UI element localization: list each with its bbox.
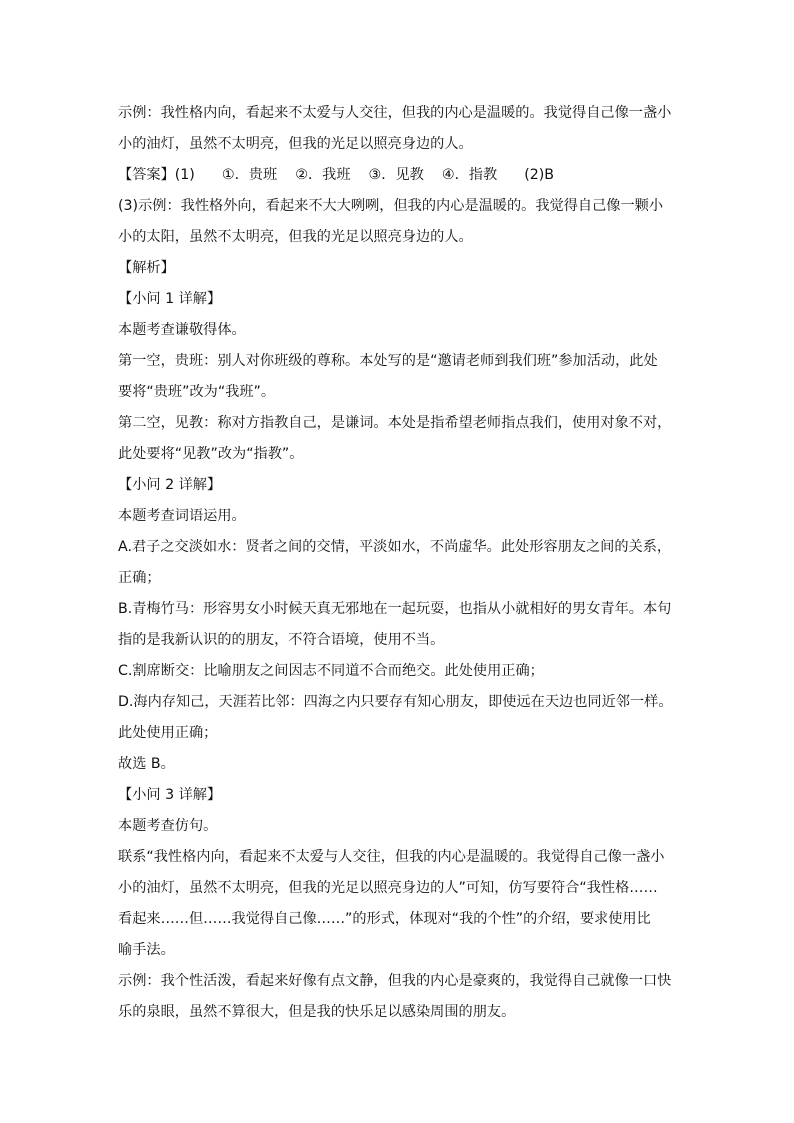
- q2-option-b-line-1: B.青梅竹马：形容男女小时候天真无邪地在一起玩耍，也指从小就相好的男女青年。本句: [118, 601, 672, 617]
- q2-conclusion: 故选 B。: [118, 756, 175, 772]
- analysis-heading: 【解析】: [118, 260, 175, 276]
- q1-blank2-line-2: 此处要将“见教”改为“指教”。: [118, 446, 304, 462]
- q1-heading: 【小问 1 详解】: [118, 291, 222, 307]
- q2-option-d-line-2: 此处使用正确；: [118, 725, 218, 741]
- q3-explain-line-1: 联系“我性格内向，看起来不太爱与人交往，但我的内心是温暖的。我觉得自己像一盏小: [118, 849, 665, 865]
- q1-topic: 本题考查谦敬得体。: [118, 322, 246, 338]
- q2-heading: 【小问 2 详解】: [118, 477, 222, 493]
- q3-heading: 【小问 3 详解】: [118, 787, 222, 803]
- q2-option-a-line-1: A.君子之交淡如水：贤者之间的交情，平淡如水，不尚虚华。此处形容朋友之间的关系，: [118, 539, 672, 555]
- q2-option-d-line-1: D.海内存知己，天涯若比邻：四海之内只要存有知心朋友，即使远在天边也同近邻一样。: [118, 694, 673, 710]
- q2-option-c: C.割席断交：比喻朋友之间因志不同道不合而绝交。此处使用正确；: [118, 663, 544, 679]
- q3-explain-line-2: 小的油灯，虽然不太明亮，但我的光足以照亮身边的人”可知，仿写要符合“我性格……: [118, 880, 658, 896]
- example-line-1: 示例：我性格内向，看起来不太爱与人交往，但我的内心是温暖的。我觉得自己像一盏小: [118, 105, 672, 121]
- q1-blank2-line-1: 第二空，见教：称对方指教自己，是谦词。本处是指希望老师指点我们，使用对象不对，: [118, 415, 672, 431]
- q3-topic: 本题考查仿句。: [118, 818, 218, 834]
- example-line-2: 小的油灯，虽然不太明亮，但我的光足以照亮身边的人。: [118, 136, 473, 152]
- q3-explain-line-3: 看起来……但……我觉得自己像……”的形式，体现对“我的个性”的介绍，要求使用比: [118, 911, 651, 927]
- q1-blank1-line-1: 第一空，贵班：别人对你班级的尊称。本处写的是“邀请老师到我们班”参加活动，此处: [118, 353, 658, 369]
- q3-example-line-1: 示例：我个性活泼，看起来好像有点文静，但我的内心是豪爽的，我觉得自己就像一口快: [118, 973, 672, 989]
- q1-blank1-line-2: 要将“贵班”改为“我班”。: [118, 384, 276, 400]
- q3-example-line-2: 乐的泉眼，虽然不算很大，但是我的快乐足以感染周围的朋友。: [118, 1004, 516, 1020]
- q2-option-b-line-2: 指的是我新认识的的朋友，不符合语境，使用不当。: [118, 632, 445, 648]
- answer-q3-line-1: (3)示例：我性格外向，看起来不大大咧咧，但我的内心是温暖的。我觉得自己像一颗小: [118, 198, 664, 214]
- document-body: [118, 98, 678, 1028]
- q2-topic: 本题考查词语运用。: [118, 508, 246, 524]
- q3-explain-line-4: 喻手法。: [118, 942, 175, 958]
- answer-line: 【答案】(1) ①．贵班 ②．我班 ③．见教 ④．指教 (2)B: [118, 167, 555, 183]
- q2-option-a-line-2: 正确；: [118, 570, 161, 586]
- answer-q3-line-2: 小的太阳，虽然不太明亮，但我的光足以照亮身边的人。: [118, 229, 473, 245]
